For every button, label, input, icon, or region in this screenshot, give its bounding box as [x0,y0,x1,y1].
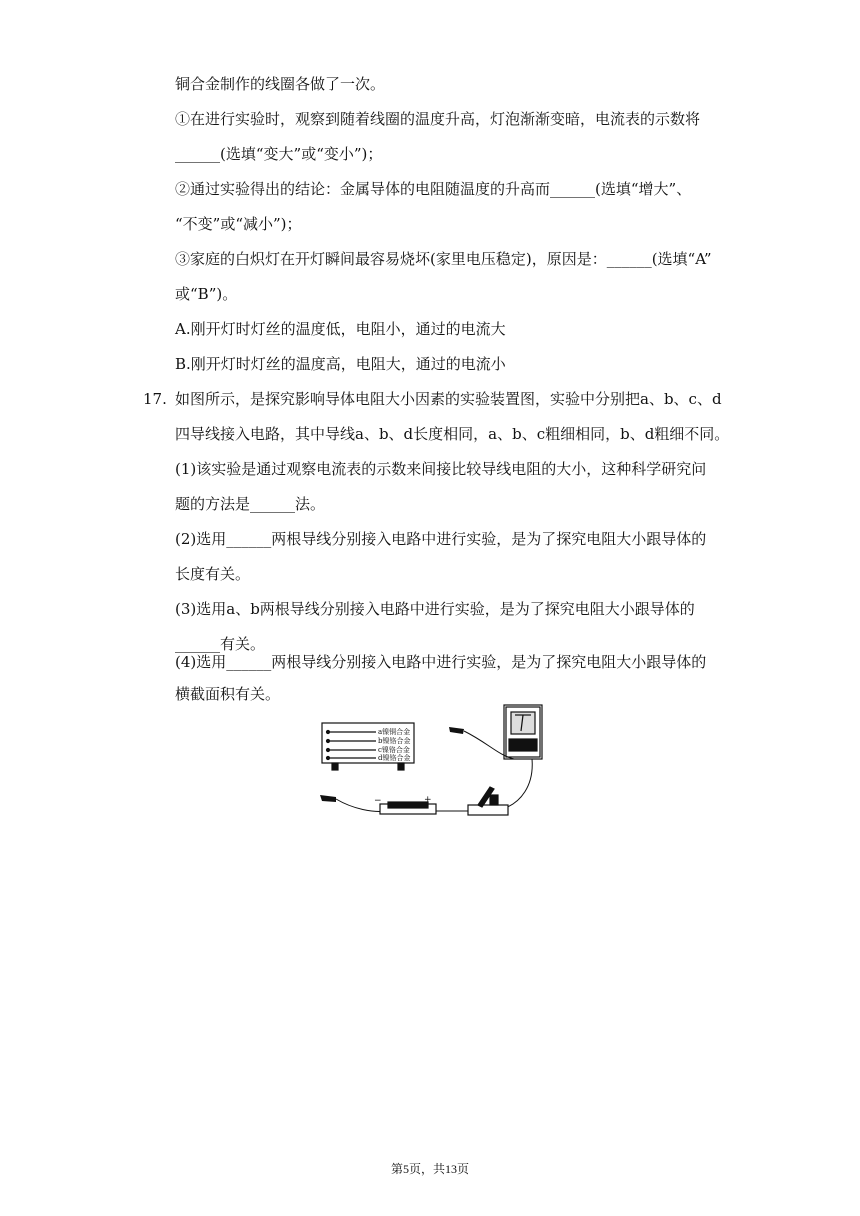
q17-part1-line2: 题的方法是______法。 [175,495,326,513]
q17-part2-line2: 长度有关。 [175,565,251,583]
ammeter [504,705,542,759]
q17-stem-line1: 如图所示，是探究影响导体电阻大小因素的实验装置图，实验中分别把a、b、c、d [175,390,722,408]
q16-sub3-line2: 或“B”)。 [175,285,238,303]
q17-part3-line2: ______有关。 [175,635,266,653]
connecting-wires [336,731,532,812]
wire-b-label: b镍铬合金 [378,737,411,745]
wire-d-label: d镍铬合金 [378,754,411,762]
knife-switch [468,787,508,815]
q16-sub1-line1: ①在进行实验时，观察到随着线圈的温度升高，灯泡渐渐变暗，电流表的示数将 [175,110,701,128]
q16-option-b: B.刚开灯时灯丝的温度高，电阻大，通过的电流小 [175,355,506,373]
q16-option-a: A.刚开灯时灯丝的温度低，电阻小，通过的电流大 [175,320,506,338]
wire-c-label: c镍铬合金 [378,746,410,754]
q17-stem-line2: 四导线接入电路，其中导线a、b、d长度相同，a、b、c粗细相同，b、d粗细不同。 [175,425,730,443]
page-footer: 第5页，共13页 [390,1162,469,1176]
alligator-clip-top [449,727,464,734]
q16-sub2-line1: ②通过实验得出的结论：金属导体的电阻随温度的升高而______(选填“增大”、 [175,180,692,198]
q17-part4-line1: (4)选用______两根导线分别接入电路中进行实验，是为了探究电阻大小跟导体的 [175,653,707,671]
battery-minus-label: − [374,796,382,806]
circuit-apparatus-figure [318,703,543,818]
alligator-clip-left [320,795,336,802]
q16-sub2-line2: “不变”或“减小”)； [175,215,302,233]
q16-sub3-line1: ③家庭的白炽灯在开灯瞬间最容易烧坏(家里电压稳定)，原因是：______(选填“A” [175,250,712,268]
q16-intro-tail: 铜合金制作的线圈各做了一次。 [175,75,386,93]
battery-plus-label: + [424,795,432,805]
q17-part1-line1: (1)该实验是通过观察电流表的示数来间接比较导线电阻的大小，这种科学研究问 [175,460,707,478]
q17-number: 17. [143,390,167,408]
q17-part3-line1: (3)选用a、b两根导线分别接入电路中进行实验，是为了探究电阻大小跟导体的 [175,600,695,618]
wire-a-label: a镍铜合金 [378,728,411,736]
q17-part2-line1: (2)选用______两根导线分别接入电路中进行实验，是为了探究电阻大小跟导体的 [175,530,707,548]
q17-part4-line2: 横截面积有关。 [175,685,281,703]
q16-sub1-line2: ______(选填“变大”或“变小”)； [175,145,383,163]
